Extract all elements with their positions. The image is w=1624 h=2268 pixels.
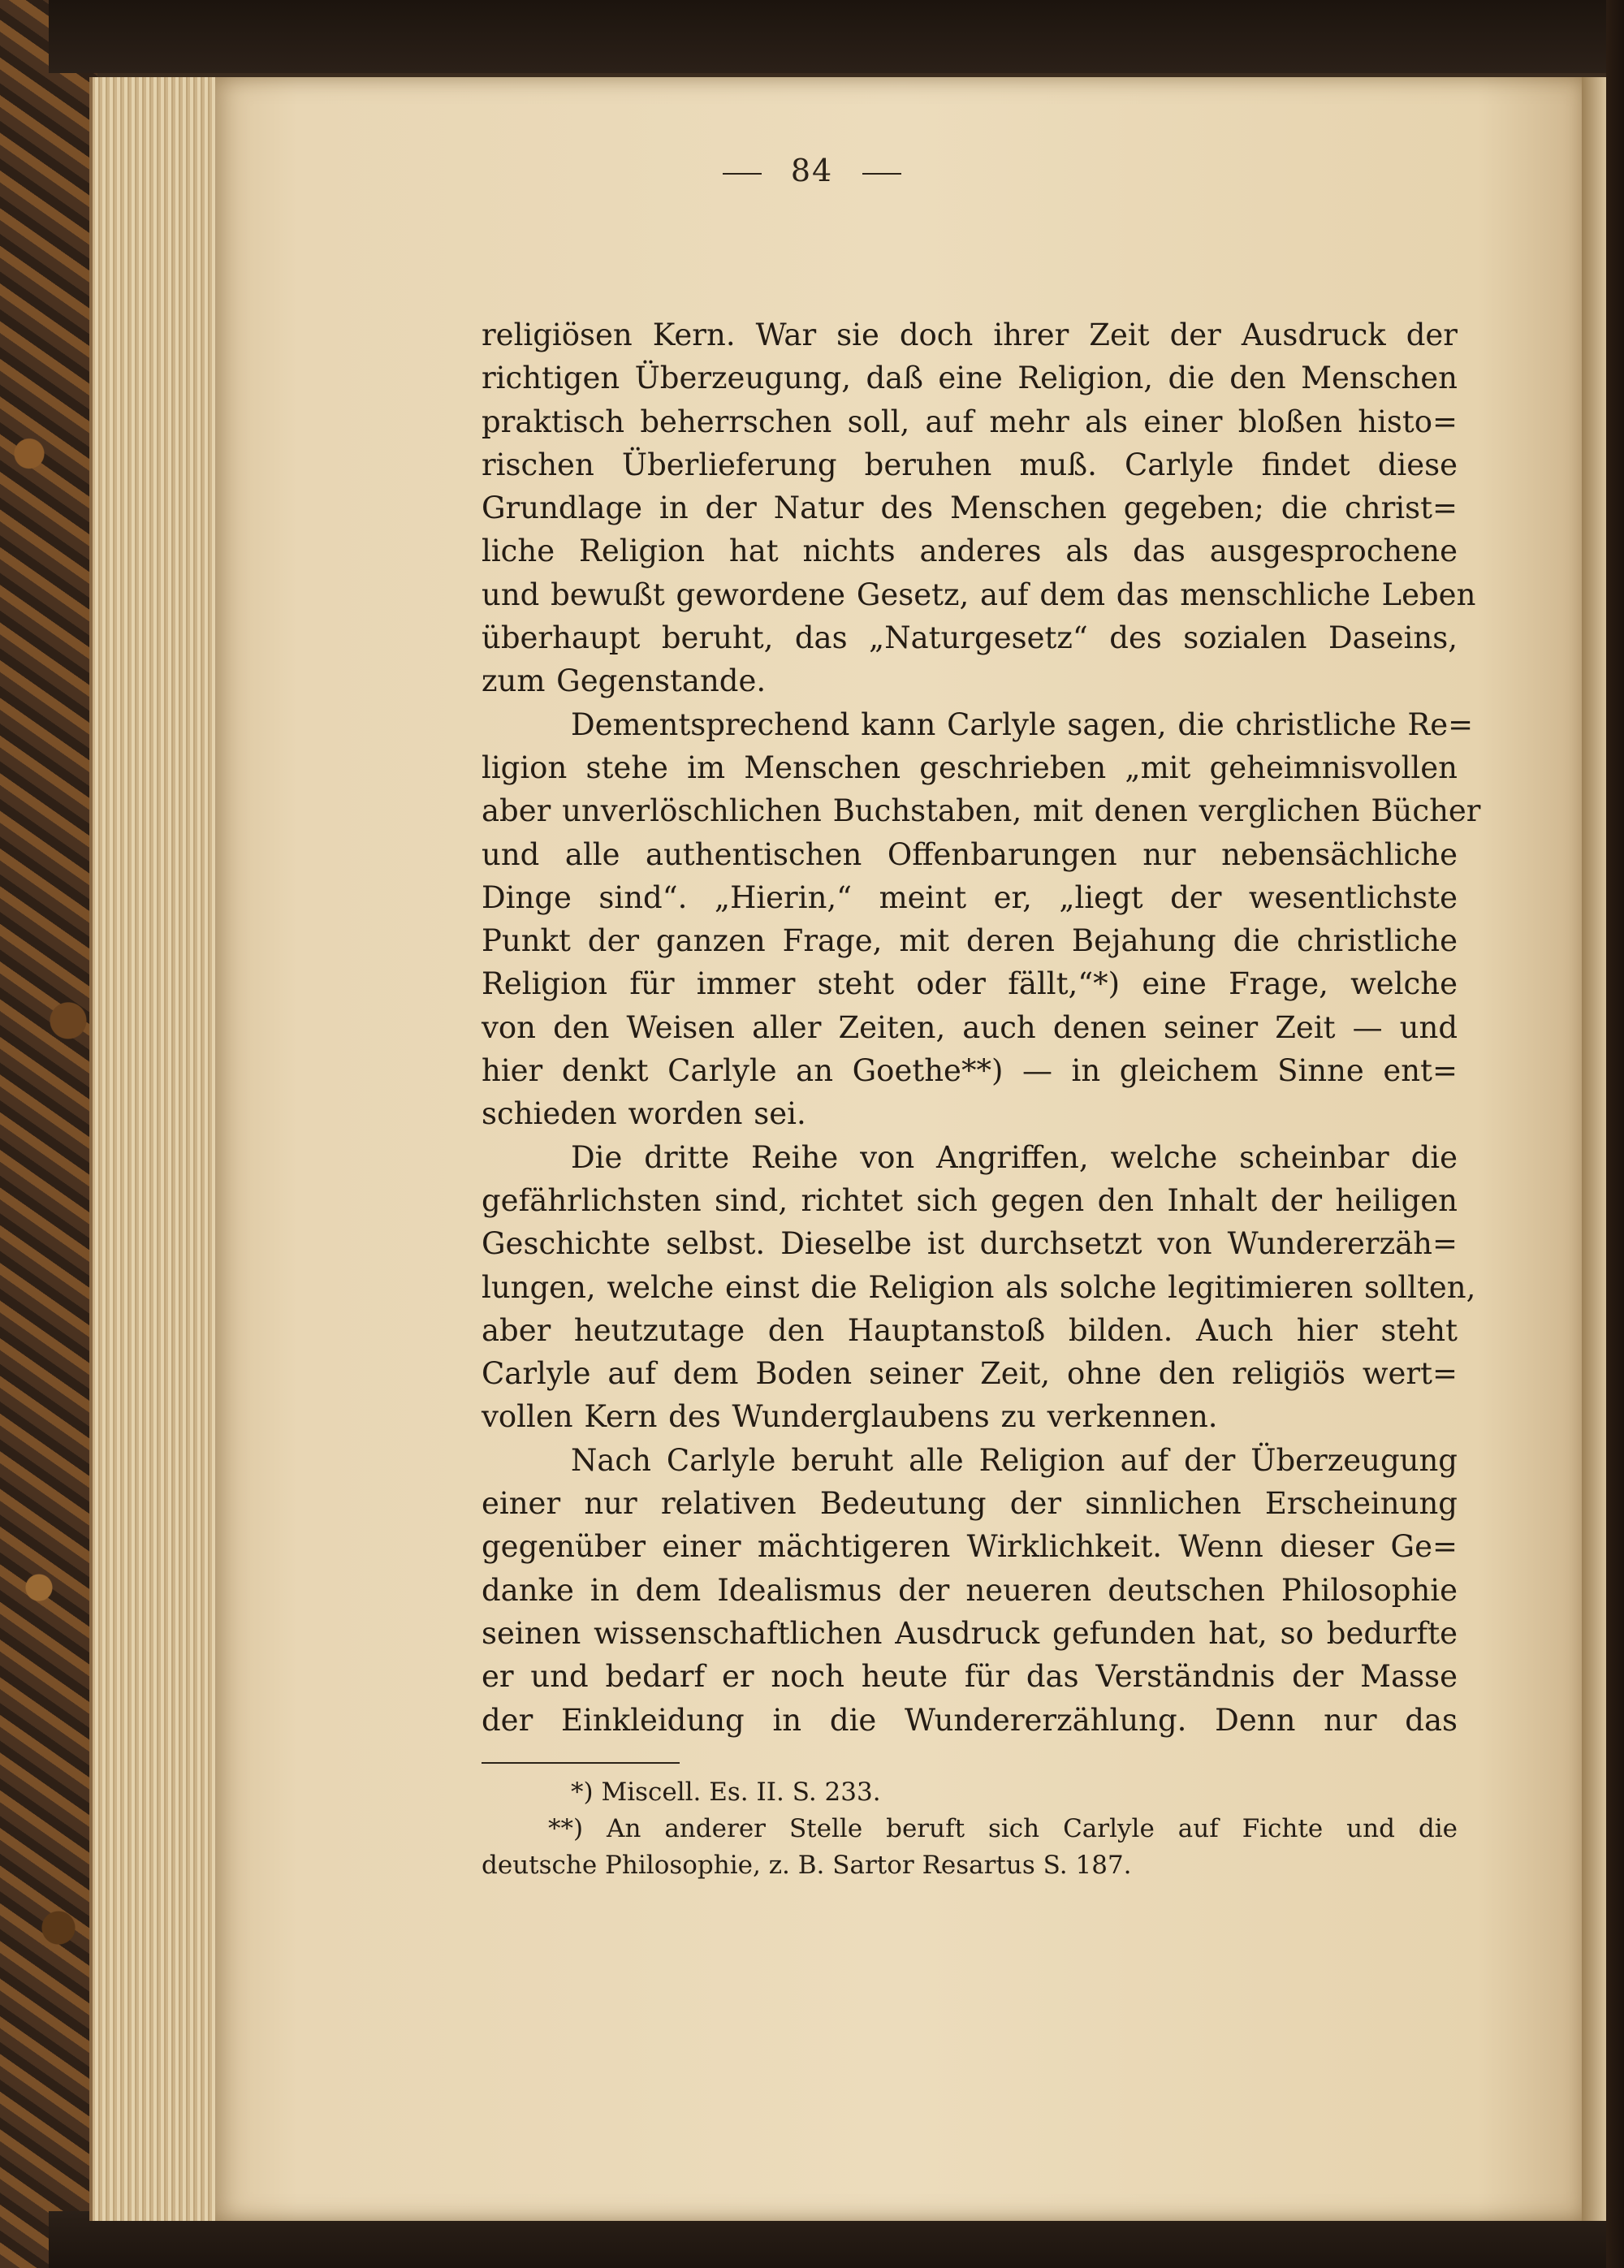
book-cover-left xyxy=(0,0,97,2268)
text-line: schieden worden sei. xyxy=(482,1096,806,1132)
text-line: Dementsprechend kann Carlyle sagen, die christliche Re= xyxy=(571,706,1474,742)
text-line: danke in dem Idealismus der neueren deutschen Philosophie xyxy=(482,1572,1458,1608)
footnote-continuation: deutsche Philosophie, z. B. Sartor Resartus S. 187. xyxy=(482,1851,1132,1880)
text-line: aber heutzutage den Hauptanstoß bilden. Auch hier steht xyxy=(482,1312,1458,1348)
text-line: Carlyle auf dem Boden seiner Zeit, ohne den religiös wert= xyxy=(482,1356,1458,1392)
text-line: Grundlage in der Natur des Menschen gegeben; die christ= xyxy=(482,490,1458,526)
text-line: der Einkleidung in die Wundererzählung. Denn nur das xyxy=(482,1702,1458,1738)
text-line: Nach Carlyle beruht alle Religion auf der Überzeugung xyxy=(571,1442,1458,1478)
text-line: rischen Überlieferung beruhen muß. Carlyle findet diese xyxy=(482,447,1458,482)
text-line: hier denkt Carlyle an Goethe**) — in gleichem Sinne ent= xyxy=(482,1053,1458,1089)
book-cover-right xyxy=(1606,0,1624,2268)
page-edges xyxy=(89,77,222,2221)
text-line: Punkt der ganzen Frage, mit deren Bejahung die christliche xyxy=(482,923,1458,959)
text-line: seinen wissenschaftlichen Ausdruck gefunden hat, so bedurfte xyxy=(482,1615,1458,1651)
text-line: richtigen Überzeugung, daß eine Religion, die den Menschen xyxy=(482,361,1458,396)
page-number xyxy=(0,153,1624,188)
text-line: gegenüber einer mächtigeren Wirklichkeit. Wenn dieser Ge= xyxy=(482,1529,1458,1565)
page-number-dash-left xyxy=(723,173,762,175)
text-line: aber unverlöschlichen Buchstaben, mit denen verglichen Bücher xyxy=(482,793,1481,829)
footnote-rule xyxy=(482,1762,680,1764)
text-line: zum Gegenstande. xyxy=(482,663,767,699)
body-text xyxy=(482,313,1481,1742)
page-number-value: 84 xyxy=(790,153,834,188)
text-line: praktisch beherrschen soll, auf mehr als einer bloßen histo= xyxy=(482,404,1458,439)
next-page-edge xyxy=(1582,77,1606,2221)
text-line: liche Religion hat nichts anderes als das ausgesprochene xyxy=(482,534,1458,569)
text-line: Dinge sind“. „Hierin,“ meint er, „liegt der wesentlichste xyxy=(482,879,1458,915)
footnotes xyxy=(482,1774,1458,1884)
text-line: und alle authentischen Offenbarungen nur nebensächliche xyxy=(482,836,1458,872)
text-line: vollen Kern des Wunderglaubens zu verkennen. xyxy=(482,1399,1218,1435)
text-line: gefährlichsten sind, richtet sich gegen den Inhalt der heiligen xyxy=(482,1182,1458,1218)
text-line: Religion für immer steht oder fällt,“*) eine Frage, welche xyxy=(482,966,1458,1002)
text-line: einer nur relativen Bedeutung der sinnlichen Erscheinung xyxy=(482,1486,1458,1522)
page-number-dash-right xyxy=(862,173,901,175)
footnote: *) Miscell. Es. II. S. 233. xyxy=(571,1778,881,1807)
text-line: er und bedarf er noch heute für das Verständnis der Masse xyxy=(482,1659,1458,1695)
text-line: und bewußt gewordene Gesetz, auf dem das menschliche Leben xyxy=(482,577,1476,612)
text-line: Die dritte Reihe von Angriffen, welche scheinbar die xyxy=(571,1139,1458,1175)
text-line: von den Weisen aller Zeiten, auch denen seiner Zeit — und xyxy=(482,1009,1458,1045)
text-line: ligion stehe im Menschen geschrieben „mit geheimnisvollen xyxy=(482,750,1458,785)
text-line: lungen, welche einst die Religion als solche legitimieren sollten, xyxy=(482,1269,1476,1305)
footnote: **) An anderer Stelle beruft sich Carlyle auf Fichte und die xyxy=(548,1814,1458,1843)
text-line: Geschichte selbst. Dieselbe ist durchsetzt von Wundererzäh= xyxy=(482,1226,1458,1262)
text-line: überhaupt beruht, das „Naturgesetz“ des sozialen Daseins, xyxy=(482,620,1458,656)
book-board-top xyxy=(49,0,1608,73)
text-line: religiösen Kern. War sie doch ihrer Zeit der Ausdruck der xyxy=(482,318,1458,352)
